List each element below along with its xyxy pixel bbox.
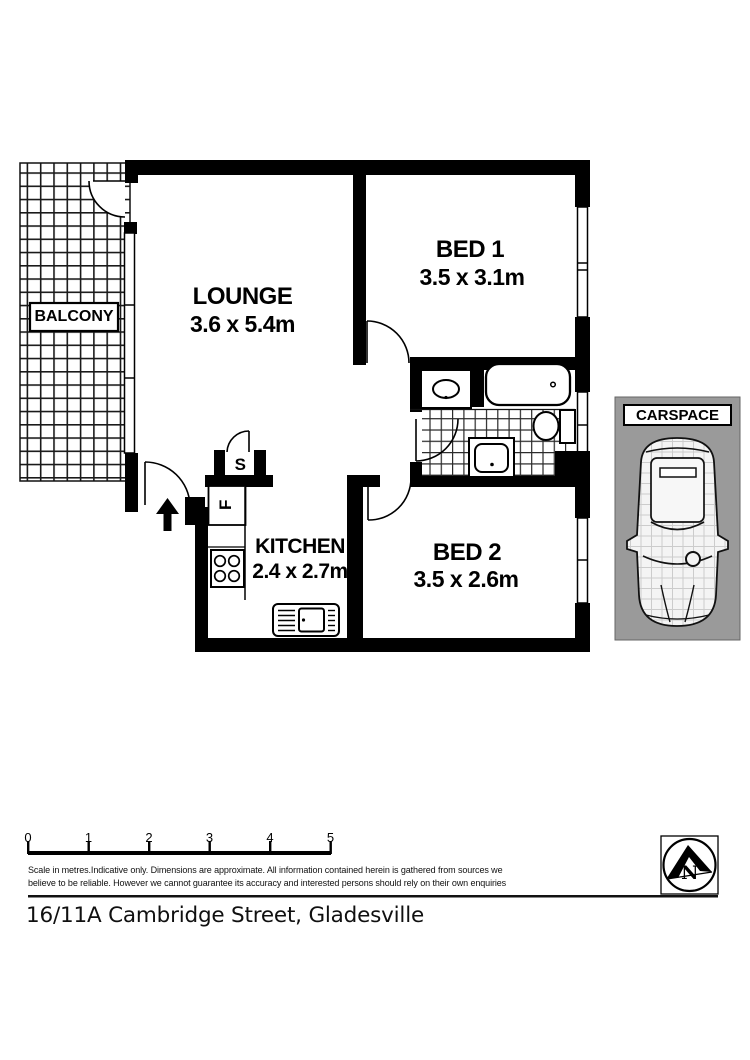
toilet-bowl [534,412,559,440]
carspace-area [615,397,740,640]
disclaimer-line-2: believe to be reliable. However we cannot guarantee its accuracy and interested persons should rely on their own enquiries [28,878,507,888]
scale-tick-3: 3 [205,830,214,845]
bathroom-fixtures [410,364,590,487]
toilet-cistern [560,410,575,443]
carspace-label: CARSPACE [635,407,720,424]
vanity-basin [433,380,459,398]
door-swings [145,321,458,520]
entry-direction-arrow [156,498,179,531]
lounge-dimensions: 3.6 x 5.4m [190,311,295,337]
divider-line [28,895,718,898]
steering-wheel [686,552,700,566]
scale-tick-4: 4 [266,830,274,845]
scale-tick-5: 5 [326,830,335,845]
north-label: N [681,862,698,884]
bed1-dimensions: 3.5 x 3.1m [419,264,525,290]
disclaimer-line-1: Scale in metres.Indicative only. Dimensions are approximate. All information contained herein is gathered from sources we [28,865,503,875]
bed2-label: BED 2 [432,539,502,566]
bed1-label: BED 1 [435,236,505,263]
storage-cupboard-label: S [234,455,246,474]
scale-tick-2: 2 [145,830,153,845]
kitchen-sink [273,604,339,636]
kitchen-dimensions: 2.4 x 2.7m [252,560,348,583]
kitchen-label: KITCHEN [255,535,345,558]
lounge-label: LOUNGE [192,283,293,310]
stove-cooktop [211,550,244,587]
bathtub [486,364,570,405]
fridge-label: F [216,500,235,510]
scale-tick-0: 0 [24,830,32,845]
bed2-dimensions: 3.5 x 2.6m [413,566,519,592]
balcony-label: BALCONY [34,308,114,325]
property-address: 16/11A Cambridge Street, Gladesville [26,903,425,928]
scale-tick-1: 1 [84,830,93,845]
scale-bar [27,841,332,855]
